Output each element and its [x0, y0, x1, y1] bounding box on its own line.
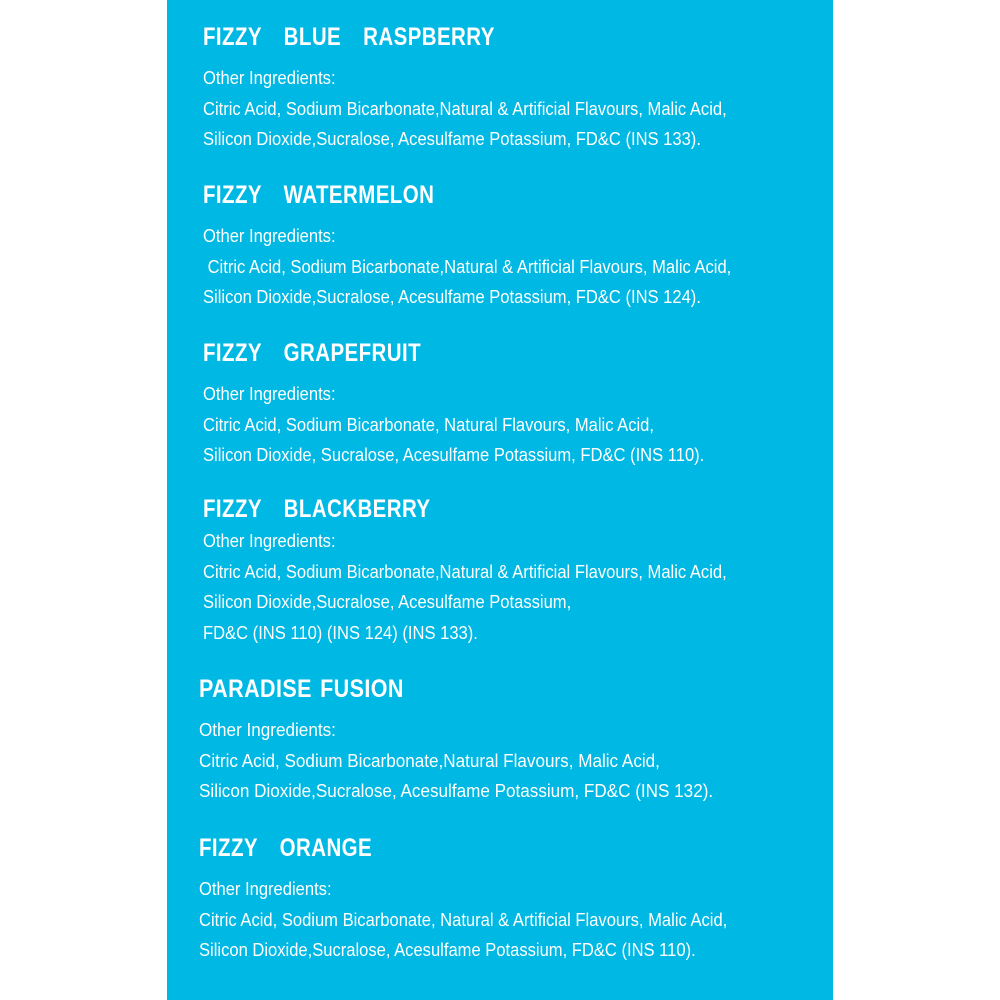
- section-paradise-fusion: [199, 674, 740, 807]
- ingredients-line: Silicon Dioxide,Sucralose, Acesulfame Potassium, FD&C (INS 110).: [199, 940, 696, 960]
- section-title: PARADISE FUSION: [199, 675, 404, 703]
- ingredients-line: Citric Acid, Sodium Bicarbonate, Natural & Artificial Flavours, Malic Acid,: [199, 909, 728, 930]
- ingredients-line: FD&C (INS 110) (INS 124) (INS 133).: [203, 622, 478, 643]
- ingredients-line: Citric Acid, Sodium Bicarbonate,Natural & Artificial Flavours, Malic Acid,: [203, 561, 727, 582]
- ingredients-panel: [167, 0, 833, 1000]
- ingredients-label: Other Ingredients:: [203, 226, 336, 246]
- ingredients-line: Silicon Dioxide,Sucralose, Acesulfame Potassium, FD&C (INS 132).: [199, 781, 714, 801]
- section-title: FIZZY GRAPEFRUIT: [203, 339, 422, 367]
- ingredients-line: Citric Acid, Sodium Bicarbonate, Natural Flavours, Malic Acid,: [203, 414, 654, 435]
- ingredients-line: Silicon Dioxide,Sucralose, Acesulfame Potassium,: [203, 592, 572, 612]
- ingredients-label: Other Ingredients:: [203, 531, 336, 551]
- ingredients-line: Silicon Dioxide,Sucralose, Acesulfame Potassium, FD&C (INS 133).: [203, 129, 701, 149]
- section-blackberry: [203, 494, 772, 648]
- section-blue-raspberry: [203, 22, 772, 155]
- ingredients-label: Other Ingredients:: [199, 720, 336, 740]
- ingredients-line: Citric Acid, Sodium Bicarbonate,Natural & Artificial Flavours, Malic Acid,: [203, 98, 727, 119]
- section-watermelon: [203, 180, 777, 313]
- section-title: FIZZY WATERMELON: [203, 181, 435, 209]
- ingredients-line: Citric Acid, Sodium Bicarbonate,Natural & Artificial Flavours, Malic Acid,: [203, 256, 732, 277]
- ingredients-label: Other Ingredients:: [203, 384, 336, 404]
- ingredients-line: Citric Acid, Sodium Bicarbonate,Natural Flavours, Malic Acid,: [199, 750, 660, 771]
- section-grapefruit: [203, 338, 748, 471]
- section-orange: [199, 833, 773, 966]
- ingredients-label: Other Ingredients:: [203, 68, 336, 88]
- section-title: FIZZY BLACKBERRY: [203, 495, 431, 523]
- section-title: FIZZY ORANGE: [199, 834, 373, 862]
- ingredients-line: Silicon Dioxide,Sucralose, Acesulfame Potassium, FD&C (INS 124).: [203, 287, 701, 307]
- ingredients-line: Silicon Dioxide, Sucralose, Acesulfame Potassium, FD&C (INS 110).: [203, 445, 705, 465]
- ingredients-label: Other Ingredients:: [199, 879, 332, 899]
- section-title: FIZZY BLUE RASPBERRY: [203, 23, 495, 51]
